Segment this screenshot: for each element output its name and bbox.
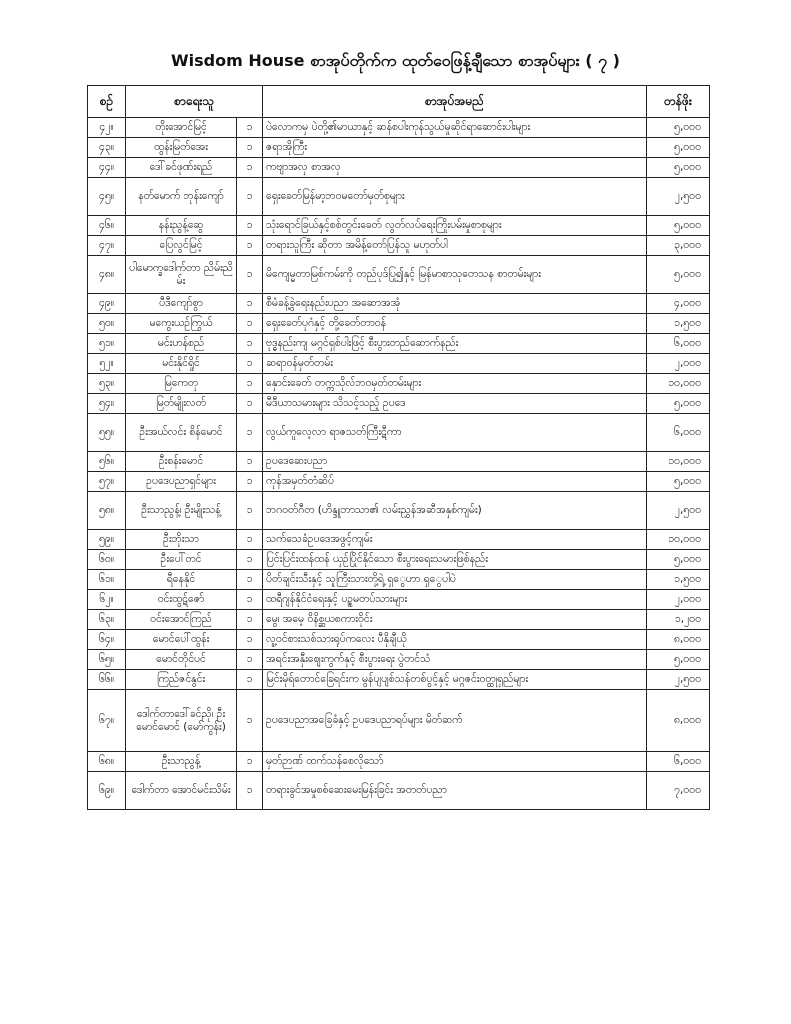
row-author: ဦးဘိုးသာ [126, 530, 237, 550]
row-number: ၄၃။ [88, 138, 126, 158]
row-book-title: မီဒီယာသမားများ သိသင့်သည့် ဥပဒေ [263, 394, 647, 414]
row-book-title: ဆရာဝန်မှတ်တမ်း [263, 354, 647, 374]
row-number: ၄၆။ [88, 216, 126, 236]
row-author: ပီဒီကျော်စွာ [126, 294, 237, 314]
row-number: ၆၃။ [88, 610, 126, 630]
row-price: ၅,၀၀၀ [647, 118, 710, 138]
row-edition: ၁ [237, 690, 263, 752]
row-book-title: အရင်းအနှီးဈေးကွက်နှင့် စီးပွားရေး ပွဲတင်သံ [263, 650, 647, 670]
row-author: နတ်မောက် ဘုန်းကျော် [126, 178, 237, 216]
book-list-table [87, 85, 710, 810]
row-edition: ၁ [237, 472, 263, 492]
row-author: မောင်ပေါ်ထွန်း [126, 630, 237, 650]
row-number: ၆၇။ [88, 690, 126, 752]
row-number: ၅၈။ [88, 492, 126, 530]
row-number: ၅၆။ [88, 452, 126, 472]
row-book-title: မှတ်ဉာဏ် ထက်သန်စေလိုသော် [263, 752, 647, 772]
row-edition: ၁ [237, 752, 263, 772]
row-price: ၆,၀၀၀ [647, 414, 710, 452]
row-edition: ၁ [237, 590, 263, 610]
table-row [88, 374, 710, 394]
row-author: ပါမောက္ခဒေါက်တာ ညိမ်းညိမ်း [126, 256, 237, 294]
row-price: ၅,၀၀၀ [647, 138, 710, 158]
table-row [88, 256, 710, 294]
table-row [88, 570, 710, 590]
row-price: ၆,၀၀၀ [647, 334, 710, 354]
table-row [88, 216, 710, 236]
row-price: ၅,၀၀၀ [647, 256, 710, 294]
table-row [88, 610, 710, 630]
row-edition: ၁ [237, 610, 263, 630]
row-number: ၅၁။ [88, 334, 126, 354]
row-number: ၅၅။ [88, 414, 126, 452]
row-edition: ၁ [237, 630, 263, 650]
row-author: ပြေလွင်မြင့် [126, 236, 237, 256]
table-row [88, 492, 710, 530]
row-book-title: စီမံခန့်ခွဲရေးနည်းပညာ အဆောအအုံ [263, 294, 647, 314]
row-author: မြတ်မျိုးလတ် [126, 394, 237, 414]
row-book-title: ဘဂဝတ်ဂီတ (ဟိန္ဒူဘာသာ၏ လမ်းညွှန်အဆီအနှစ်ကျမ်း) [263, 492, 647, 530]
row-number: ၄၇။ [88, 236, 126, 256]
row-edition: ၁ [237, 256, 263, 294]
table-header-row [88, 86, 710, 118]
row-edition: ၁ [237, 158, 263, 178]
row-number: ၆၂။ [88, 590, 126, 610]
row-book-title: လွယ်ကူလေ့လာ ရာဇသတ်ကြီးဋီကာ [263, 414, 647, 452]
table-row [88, 158, 710, 178]
header-author: စာရေးသူ [126, 86, 263, 118]
row-price: ၈,၀၀၀ [647, 630, 710, 650]
header-no: စဉ် [88, 86, 126, 118]
row-author: ဦးစန်းမောင် [126, 452, 237, 472]
row-price: ၇,၀၀၀ [647, 772, 710, 810]
row-edition: ၁ [237, 334, 263, 354]
row-edition: ၁ [237, 530, 263, 550]
row-price: ၂,၀၀၀ [647, 590, 710, 610]
row-author: မင်းဟန်စည် [126, 334, 237, 354]
row-number: ၆၄။ [88, 630, 126, 650]
table-row [88, 530, 710, 550]
row-edition: ၁ [237, 394, 263, 414]
row-book-title: ရှေးခေတ်မြန်မာ့ဘဝမတော်မှတ်စုများ [263, 178, 647, 216]
table-row [88, 314, 710, 334]
row-author: ဝင်းအောင်ကြည် [126, 610, 237, 630]
row-author: ဝင်းထွဋ်ဇော် [126, 590, 237, 610]
row-price: ၆,၀၀၀ [647, 752, 710, 772]
row-edition: ၁ [237, 178, 263, 216]
row-author: ဒေါက်တာ အောင်မင်းသိမ်း [126, 772, 237, 810]
row-book-title: သက်သေခံဥပဒေအဖွင့်ကျမ်း [263, 530, 647, 550]
row-price: ၅,၀၀၀ [647, 650, 710, 670]
row-author: ဥပဒေပညာရှင်များ [126, 472, 237, 492]
row-number: ၄၂။ [88, 118, 126, 138]
table-row [88, 550, 710, 570]
row-number: ၆၁။ [88, 570, 126, 590]
row-book-title: ကုန်အမှတ်တံဆိပ် [263, 472, 647, 492]
row-edition: ၁ [237, 314, 263, 334]
row-price: ၁၀,၀၀၀ [647, 374, 710, 394]
table-row [88, 236, 710, 256]
row-author: ကြည်ဇင်နွင်း [126, 670, 237, 690]
row-book-title: ရှေးခေတ်ပုဂံနှင့် တို့ခေတ်တာဝန် [263, 314, 647, 334]
row-edition: ၁ [237, 570, 263, 590]
row-price: ၂,၅၀၀ [647, 178, 710, 216]
row-edition: ၁ [237, 550, 263, 570]
row-book-title: ဇရာအိုကြီး [263, 138, 647, 158]
row-number: ၄၄။ [88, 158, 126, 178]
row-edition: ၁ [237, 374, 263, 394]
row-price: ၁၀,၀၀၀ [647, 452, 710, 472]
row-author: ဦးသာညွန့် [126, 752, 237, 772]
row-author: ဦးသာညွန့်၊ ဦးမျိုးသန့် [126, 492, 237, 530]
row-edition: ၁ [237, 670, 263, 690]
row-price: ၁,၂၀၀ [647, 610, 710, 630]
row-number: ၅၉။ [88, 530, 126, 550]
row-book-title: နှောင်းခေတ် တက္ကသိုလ်ဘဝမှတ်တမ်းများ [263, 374, 647, 394]
row-price: ၅,၀၀၀ [647, 550, 710, 570]
row-price: ၂,၀၀၀ [647, 354, 710, 374]
row-edition: ၁ [237, 138, 263, 158]
row-price: ၄,၀၀၀ [647, 294, 710, 314]
row-number: ၄၉။ [88, 294, 126, 314]
table-row [88, 334, 710, 354]
row-edition: ၁ [237, 354, 263, 374]
row-price: ၃,၀၀၀ [647, 236, 710, 256]
row-edition: ၁ [237, 492, 263, 530]
row-author: မင်းနိုင်ရှိုင် [126, 354, 237, 374]
table-body [88, 118, 710, 810]
row-book-title: လူ့ဝင်စားသစ်သားရုပ်ကလေး ပီနိုချီယို [263, 630, 647, 650]
row-book-title: ဥပဒေပညာအခြေခံနှင့် ဥပဒေပညာရပ်များ မိတ်ဆက် [263, 690, 647, 752]
header-price: တန်ဖိုး [647, 86, 710, 118]
row-book-title: မိကျေမ္မတာမြစ်ကမ်းကို တည်ပုဒ်ပြု၍နှင့် မြန်မာစာသုတေသန စာတမ်းများ [263, 256, 647, 294]
table-row [88, 452, 710, 472]
row-author: မောင်တိုင်ပင် [126, 650, 237, 670]
row-number: ၆၀။ [88, 550, 126, 570]
row-author: ဦးအယ်လင်း စိန်မောင် [126, 414, 237, 452]
row-book-title: ပိတ်ချင်းသီးနှင့် သူကြီးသားတို့ရဲ့ ရှွေဟာ ရှွေပါပဲ [263, 570, 647, 590]
table-row [88, 118, 710, 138]
row-book-title: ပဲလောကမှ ပဲတို့၏မာယာနှင့် ဆန်စပါးကုန်သွယ်မှုဆိုင်ရာဆောင်းပါးများ [263, 118, 647, 138]
table-row [88, 354, 710, 374]
row-number: ၅၇။ [88, 472, 126, 492]
row-price: ၁၀,၀၀၀ [647, 530, 710, 550]
row-number: ၅၃။ [88, 374, 126, 394]
table-row [88, 590, 710, 610]
table-row [88, 670, 710, 690]
row-number: ၆၈။ [88, 752, 126, 772]
table-row [88, 138, 710, 158]
row-book-title: ထရီဂျန်နိုင်ငံရေးနှင့် ပဉ္စမတပ်သားများ [263, 590, 647, 610]
table-row [88, 752, 710, 772]
row-price: ၂,၅၀၀ [647, 670, 710, 690]
row-edition: ၁ [237, 772, 263, 810]
row-number: ၆၅။ [88, 650, 126, 670]
row-edition: ၁ [237, 414, 263, 452]
row-number: ၆၆။ [88, 670, 126, 690]
row-price: ၅,၀၀၀ [647, 216, 710, 236]
table-row [88, 772, 710, 810]
row-number: ၆၉။ [88, 772, 126, 810]
table-row [88, 294, 710, 314]
row-book-title: ကဗျာအလှ စာအလှ [263, 158, 647, 178]
row-number: ၅၂။ [88, 354, 126, 374]
row-number: ၄၈။ [88, 256, 126, 294]
table-row [88, 178, 710, 216]
row-price: ၅,၀၀၀ [647, 472, 710, 492]
row-author: တိုးအောင်မြင့် [126, 118, 237, 138]
row-author: ရီနေနိုင် [126, 570, 237, 590]
row-author: မကွေးယဉ်ကြွယ် [126, 314, 237, 334]
row-number: ၅၄။ [88, 394, 126, 414]
row-edition: ၁ [237, 118, 263, 138]
table-row [88, 650, 710, 670]
page-title: Wisdom House စာအုပ်တိုက်က ထုတ်ဝေဖြန့်ချီသော စာအုပ်များ ( ၇ ) [171, 51, 620, 70]
row-price: ၁,၅၀၀ [647, 314, 710, 334]
row-book-title: ဗုဒ္ဓနည်းကျ မဂ္ဂင်ရှစ်ပါးဖြင့် စီးပွားတည်ဆောက်နည်း [263, 334, 647, 354]
table-row [88, 472, 710, 492]
row-author: မြကေတု [126, 374, 237, 394]
row-edition: ၁ [237, 236, 263, 256]
row-edition: ၁ [237, 216, 263, 236]
row-price: ၈,၀၀၀ [647, 690, 710, 752]
table-row [88, 394, 710, 414]
table-row [88, 630, 710, 650]
row-author: ဒေါ်ခင်ဖုဏ်းရည် [126, 158, 237, 178]
row-author: ဦးပေါ်တင် [126, 550, 237, 570]
row-price: ၂,၅၀၀ [647, 492, 710, 530]
row-edition: ၁ [237, 294, 263, 314]
table-row [88, 414, 710, 452]
row-author: ထွန်းမြတ်အေး [126, 138, 237, 158]
row-book-title: မွေ၊ အမေ့ ဝိနိစ္ဆယစကားဝိုင်း [263, 610, 647, 630]
row-edition: ၁ [237, 452, 263, 472]
row-edition: ၁ [237, 650, 263, 670]
row-price: ၅,၀၀၀ [647, 158, 710, 178]
row-number: ၅၀။ [88, 314, 126, 334]
header-book: စာအုပ်အမည် [263, 86, 647, 118]
row-number: ၄၅။ [88, 178, 126, 216]
row-book-title: သုံးရောင်ခြယ်နှင့်စစ်တွင်းခေတ် လွတ်လပ်ရေးကြိုးပမ်းမှုစာစုများ [263, 216, 647, 236]
row-author: နန်းညွန့်ဆွေ [126, 216, 237, 236]
row-author: ဒေါက်တာဒေါ်ခင်ညို၊ ဦးမောင်မောင် (မော်ကွန်း) [126, 690, 237, 752]
row-book-title: တရားခွင်အမှုစစ်ဆေးမေးမြန်းခြင်း အတတ်ပညာ [263, 772, 647, 810]
row-book-title: တရားသူကြီး ဆိုတာ အမိန့်တော်ပြန်သူ မဟုတ်ပါ [263, 236, 647, 256]
row-book-title: မြင်းမိုရ်တောင်ခြေရင်းက မွန်ပျပျစ်သန်တစ်ပွင့်နှင့် မဂ္ဂဇင်းဝတ္ထုရှည်များ [263, 670, 647, 690]
table-row [88, 690, 710, 752]
row-book-title: ပြင်းပြင်းထန်ထန် ယှဉ်ပြိုင်နိုင်သော စီးပွားရေးသမားဖြစ်နည်း [263, 550, 647, 570]
row-price: ၅,၀၀၀ [647, 394, 710, 414]
row-price: ၁,၅၀၀ [647, 570, 710, 590]
row-book-title: ဥပဒေဆေးပညာ [263, 452, 647, 472]
